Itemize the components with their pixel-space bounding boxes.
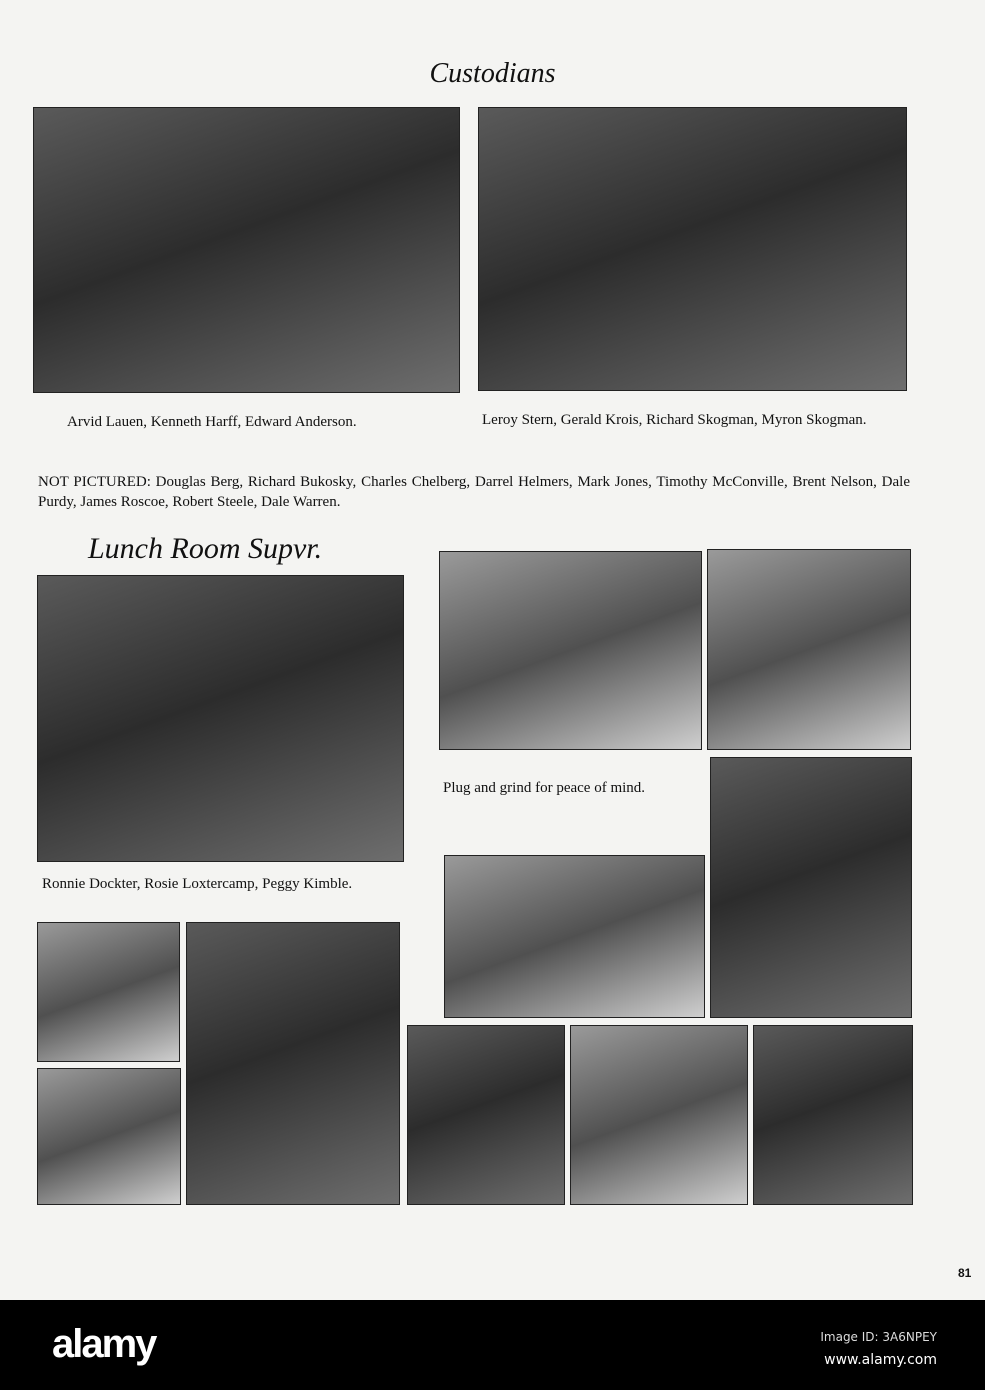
custodians-heading: Custodians [429,58,556,89]
caption-custodians-right: Leroy Stern, Gerald Krois, Richard Skogman, Myron Skogman. [482,412,867,428]
caption-custodians-left: Arvid Lauen, Kenneth Harff, Edward Anderson. [67,414,357,430]
watermark-url: www.alamy.com [824,1352,937,1368]
photo-lunch-room-supervisors [37,575,404,862]
photo-older-man [570,1025,748,1205]
caption-lunch-room: Ronnie Dockter, Rosie Loxtercamp, Peggy Kimble. [42,876,353,892]
page-number: 81 [958,1266,972,1280]
photo-woman-teaching [37,922,180,1062]
photo-woman-scarf [710,757,912,1018]
watermark-footer [0,1300,985,1390]
photo-custodians-at-table [478,107,907,391]
photo-smiling-man [407,1025,565,1205]
photo-group-outdoors [444,855,705,1018]
lunch-room-heading: Lunch Room Supvr. [88,532,323,565]
photo-man-on-phone [707,549,911,750]
photo-man-classroom [37,1068,181,1205]
photo-custodians-three-men [33,107,460,393]
alamy-logo: alamy [52,1322,156,1366]
photo-man-glasses-mustache [753,1025,913,1205]
photo-two-men-desk [439,551,702,750]
photo-young-man-tie [186,922,400,1205]
caption-not-pictured: NOT PICTURED: Douglas Berg, Richard Bukosky, Charles Chelberg, Darrel Helmers, Mark Jones, Timothy McConville, Brent Nelson, Dale Purdy, James Roscoe, Robert Steele, Dale Warren. [38,474,910,510]
caption-plug-and-grind: Plug and grind for peace of mind. [443,780,646,796]
image-id: Image ID: 3A6NPEY [820,1330,937,1344]
